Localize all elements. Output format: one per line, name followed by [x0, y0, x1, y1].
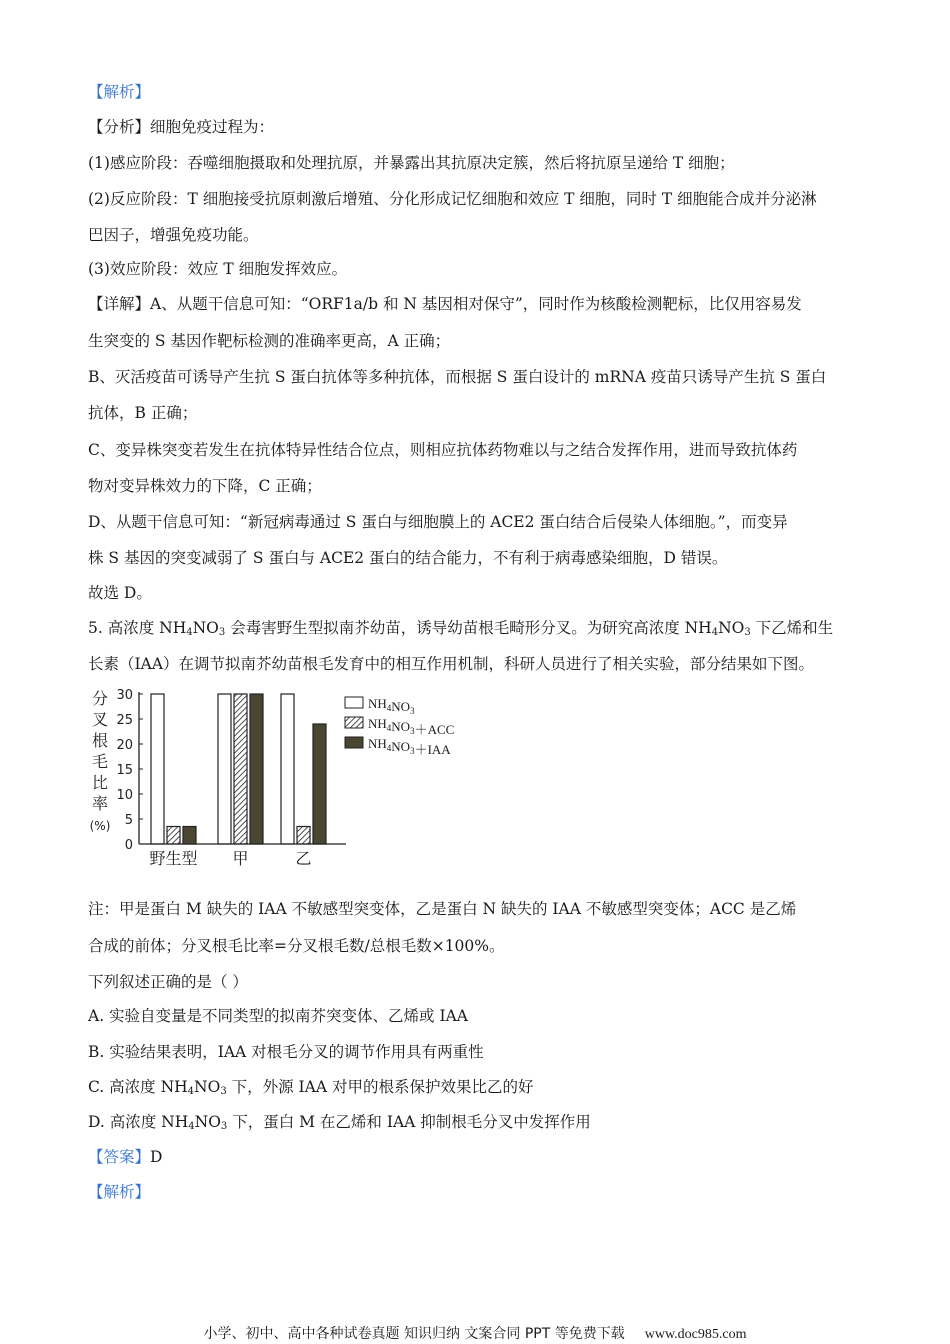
bar	[313, 724, 326, 844]
bar-chart	[88, 684, 508, 874]
detail-d-line1: D、从题干信息可知：“新冠病毒通过 S 蛋白与细胞膜上的 ACE2 蛋白结合后侵染人体细胞。”，而变异	[88, 513, 788, 531]
y-axis-label-char: 比	[91, 773, 109, 792]
y-axis-label-char: (%)	[89, 819, 111, 833]
y-axis-label-char: 毛	[91, 752, 109, 771]
y-tick-label: 15	[116, 763, 133, 778]
legend-label: $NH_4NO_3+ACC$	[368, 716, 455, 737]
q5-text-part: 下乙烯和生	[750, 619, 834, 637]
bar	[183, 827, 196, 845]
y-axis-label-char: 率	[91, 794, 109, 813]
q5-text-part: 会毒害野生型拟南芥幼苗，诱导幼苗根毛畸形分叉。为研究高浓度 NH	[225, 619, 712, 637]
legend-swatch	[345, 697, 363, 708]
analysis-text: 细胞免疫过程为：	[150, 118, 275, 136]
detail-a-line1	[88, 294, 802, 314]
y-tick-label: 25	[116, 713, 133, 728]
note-line2: 合成的前体；分叉根毛比率=分叉根毛数/总根毛数×100%。	[88, 937, 505, 955]
bar	[234, 694, 247, 844]
option-b: B. 实验结果表明，IAA 对根毛分叉的调节作用具有两重性	[88, 1043, 484, 1061]
detail-a-line2: 生突变的 S 基因作靶标检测的准确率更高，A 正确；	[88, 332, 451, 350]
q5-text-part: NO	[192, 619, 219, 637]
option-c-part: NO	[194, 1078, 221, 1096]
option-c-part: 下，外源 IAA 对甲的根系保护效果比乙的好	[226, 1078, 534, 1096]
analysis-tag: 【分析】	[88, 118, 151, 136]
q5-subscript: 4	[711, 627, 719, 638]
q5-subscript: 4	[186, 627, 193, 638]
y-tick-label: 5	[124, 813, 133, 828]
option-c-subscript: 4	[187, 1086, 195, 1097]
detail-a-text: A、从题干信息可知：“ORF1a/b 和 N 基因相对保守”，同时作为核酸检测靶标，比仅用容易发	[150, 295, 802, 313]
q5-text-part: 5. 高浓度 NH	[88, 619, 187, 637]
choose-answer: 故选 D。	[88, 584, 152, 602]
legend-label: $NH_4NO_3+IAA$	[368, 736, 451, 757]
analysis-heading: 【解析】	[88, 83, 151, 101]
y-tick-label: 10	[116, 788, 133, 803]
stage3-text: (3)效应阶段：效应 T 细胞发挥效应。	[88, 260, 348, 278]
option-d-part: 下，蛋白 M 在乙烯和 IAA 抑制根毛分叉中发挥作用	[227, 1113, 591, 1131]
answer-tag: 【答案】	[88, 1148, 151, 1166]
bar	[167, 827, 180, 845]
bar	[281, 694, 294, 844]
stage2-text-b: 巴因子，增强免疫功能。	[88, 226, 259, 244]
y-tick-label: 30	[116, 688, 133, 703]
q5-text-part: NO	[718, 619, 745, 637]
option-c-subscript: 3	[220, 1086, 227, 1097]
bar	[250, 694, 263, 844]
option-c-part: C. 高浓度 NH	[88, 1078, 188, 1096]
y-axis-label-char: 叉	[91, 710, 109, 729]
detail-b-line1: B、灭活疫苗可诱导产生抗 S 蛋白抗体等多种抗体，而根据 S 蛋白设计的 mRNA 疫苗只诱导产生抗 S 蛋白	[88, 368, 827, 386]
x-category-label: 野生型	[149, 849, 198, 868]
option-d-subscript: 4	[188, 1121, 195, 1132]
note-line1: 注：甲是蛋白 M 缺失的 IAA 不敏感型突变体，乙是蛋白 N 缺失的 IAA 不敏感型突变体；ACC 是乙烯	[88, 900, 797, 918]
detail-tag: 【详解】	[88, 295, 151, 313]
y-axis-label-char: 分	[91, 689, 109, 708]
question-stem: 下列叙述正确的是（ ）	[88, 973, 248, 991]
detail-c-line1: C、变异株突变若发生在抗体特异性结合位点，则相应抗体药物难以与之结合发挥作用，进而导致抗体药	[88, 441, 798, 459]
y-tick-label: 0	[124, 838, 133, 853]
detail-b-line2: 抗体，B 正确；	[88, 404, 198, 422]
option-d	[88, 1112, 591, 1132]
legend-label: $NH_4NO_3$	[368, 696, 415, 716]
x-category-label: 乙	[295, 849, 312, 868]
question5-line2: 长素（IAA）在调节拟南芥幼苗根毛发育中的相互作用机制，科研人员进行了相关实验，部分结果如下图。	[88, 655, 815, 673]
explain-heading: 【解析】	[88, 1183, 151, 1201]
answer-value: D	[150, 1148, 163, 1166]
detail-c-line2: 物对变异株效力的下降，C 正确；	[88, 477, 322, 495]
bar	[218, 694, 231, 844]
legend-swatch	[345, 737, 363, 748]
bar	[297, 827, 310, 845]
bar	[151, 694, 164, 844]
q5-subscript: 3	[218, 627, 226, 638]
detail-d-line2: 株 S 基因的突变减弱了 S 蛋白与 ACE2 蛋白的结合能力，不有利于病毒感染细胞，D 错误。	[88, 549, 728, 567]
option-d-part: D. 高浓度 NH	[88, 1113, 189, 1131]
option-c	[88, 1077, 534, 1097]
footer-text: 小学、初中、高中各种试卷真题 知识归纳 文案合同 PPT 等免费下载	[203, 1326, 625, 1342]
answer-line	[88, 1147, 162, 1167]
legend-swatch	[345, 717, 363, 728]
footer-site: www.doc985.com	[644, 1327, 747, 1342]
page-footer	[0, 1323, 950, 1343]
stage2-text-a: (2)反应阶段：T 细胞接受抗原刺激后增殖、分化形成记忆细胞和效应 T 细胞，同时 T 细胞能合成并分泌淋	[88, 190, 817, 208]
option-d-subscript: 3	[220, 1121, 228, 1132]
q5-subscript: 3	[744, 627, 751, 638]
analysis-line	[88, 117, 274, 137]
option-d-part: NO	[194, 1113, 221, 1131]
option-a: A. 实验自变量是不同类型的拟南芥突变体、乙烯或 IAA	[88, 1007, 468, 1025]
question5-line1	[88, 618, 833, 638]
x-category-label: 甲	[232, 849, 249, 868]
y-axis-label-char: 根	[91, 731, 109, 750]
y-tick-label: 20	[116, 738, 133, 753]
stage1-text: (1)感应阶段：吞噬细胞摄取和处理抗原，并暴露出其抗原决定簇，然后将抗原呈递给 T 细胞；	[88, 154, 735, 172]
